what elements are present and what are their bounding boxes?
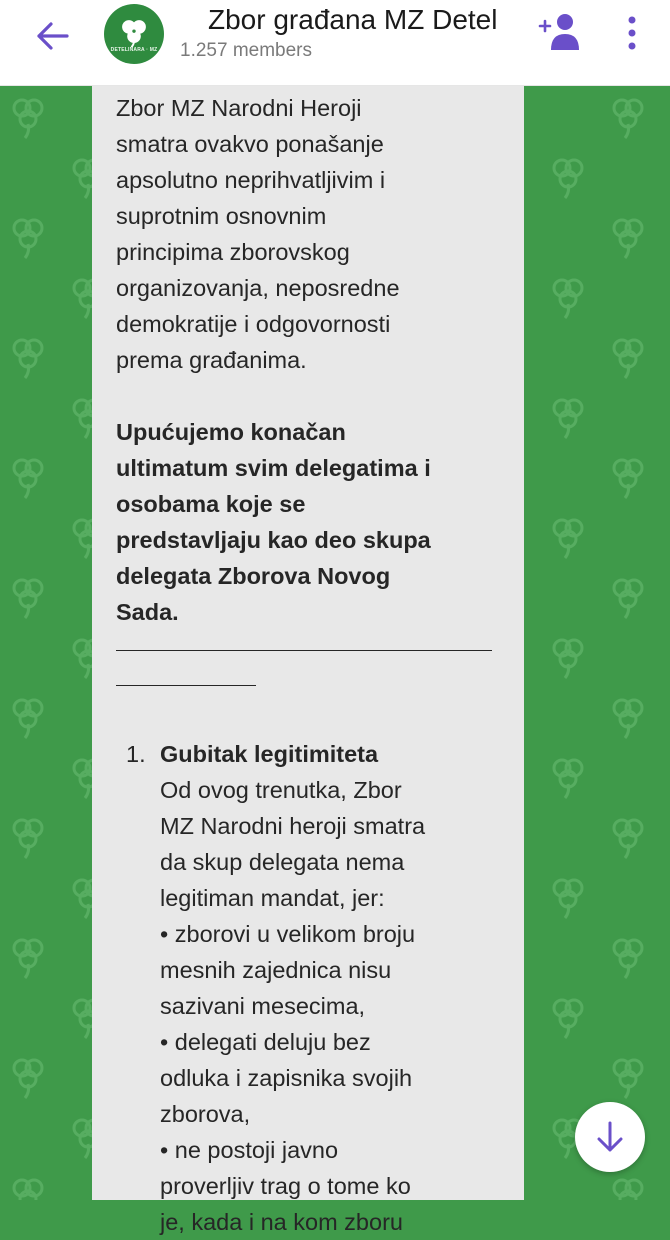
text-line: smatra ovakvo ponašanje <box>116 131 384 157</box>
item-line: sazivani mesecima, <box>160 993 366 1019</box>
more-options-button[interactable] <box>614 10 650 56</box>
text-line: suprotnim osnovnim <box>116 203 327 229</box>
text-line: organizovanja, neposredne <box>116 275 400 301</box>
divider-line-short <box>116 685 256 686</box>
back-button[interactable] <box>30 16 74 56</box>
clover-logo-icon <box>117 15 151 49</box>
item-line: • ne postoji javno <box>160 1137 339 1163</box>
item-line: • zborovi u velikom broju <box>160 921 416 947</box>
bold-line: ultimatum svim delegatima i <box>116 455 431 481</box>
arrow-down-icon <box>595 1120 625 1154</box>
item-number: 1. <box>126 741 146 767</box>
item-line: odluka i zapisnika svojih <box>160 1065 413 1091</box>
avatar-caption: DETELINARA · MZ <box>110 47 158 53</box>
numbered-item <box>116 736 506 1240</box>
item-line: MZ Narodni heroji smatra <box>160 813 426 839</box>
item-line: je, kada i na kom zboru <box>160 1209 403 1235</box>
item-line: Od ovog trenutka, Zbor <box>160 777 402 803</box>
ultimatum-paragraph <box>116 414 506 630</box>
text-line: principima zborovskog <box>116 239 350 265</box>
text-line: apsolutno neprihvatljivim i <box>116 167 386 193</box>
chat-header <box>0 0 670 86</box>
item-line: zborova, <box>160 1101 251 1127</box>
arrow-left-icon <box>35 21 69 51</box>
message-bubble[interactable] <box>92 86 524 1235</box>
group-avatar[interactable] <box>104 4 164 64</box>
intro-paragraph <box>116 90 506 378</box>
bold-line: osobama koje se <box>116 491 306 517</box>
bold-line: predstavljaju kao deo skupa <box>116 527 431 553</box>
text-line: Zbor MZ Narodni Heroji <box>116 95 362 121</box>
divider-line <box>116 650 492 651</box>
more-vertical-icon <box>627 15 637 51</box>
item-line: proverljiv trag o tome ko <box>160 1173 411 1199</box>
message-text <box>116 86 506 1240</box>
item-heading: Gubitak legitimiteta <box>160 741 379 767</box>
bold-line: Upućujemo konačan <box>116 419 346 445</box>
member-count: 1.257 members <box>180 40 313 61</box>
item-body <box>160 736 506 1240</box>
item-line: mesnih zajednica nisu <box>160 957 392 983</box>
scroll-down-button[interactable] <box>575 1102 645 1172</box>
chat-title[interactable]: Zbor građana MZ Detel <box>208 4 498 35</box>
add-member-button[interactable] <box>536 10 584 56</box>
paragraph-gap <box>116 378 506 414</box>
text-line: prema građanima. <box>116 347 307 373</box>
bold-line: delegata Zborova Novog <box>116 563 391 589</box>
item-line: da skup delegata nema <box>160 849 405 875</box>
item-line: • delegati deluju bez <box>160 1029 371 1055</box>
bold-line: Sada. <box>116 599 179 625</box>
item-line: legitiman mandat, jer: <box>160 885 385 911</box>
text-line: demokratije i odgovornosti <box>116 311 391 337</box>
add-member-icon <box>536 10 584 56</box>
